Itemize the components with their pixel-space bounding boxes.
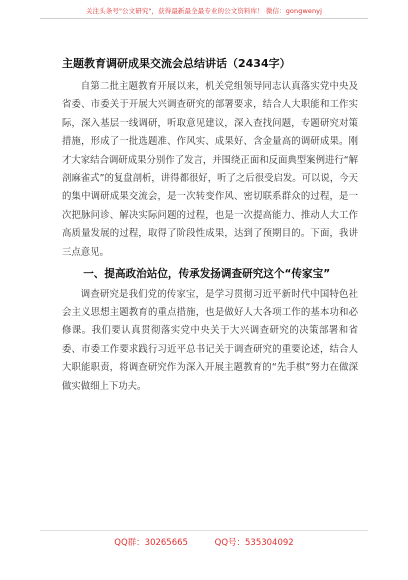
footer-qq-group: QQ群：30265665 [114,538,188,548]
section-heading: 一、提高政治站位，传承发扬调查研究这个“传家宝” [83,268,331,281]
section-paragraph: 调查研究是我们党的传家宝，是学习贯彻习近平新时代中国特色社会主义思想主题教育的重点措施，也是做好人大各项工作的基本功和必修课。我们要认真贯彻落实党中央关于大兴调查研究的决策部署和省委、市委工作要求践行习近平总书记关于调查研究的重要论述，结合人大职能职责，将调查研究作为深入开展主题教育的“先手棋”努力在做深做实做细上下功夫。 [62,288,358,392]
footer-contact [0,536,408,548]
intro-paragraph: 自第二批主题教育开展以来，机关党组领导同志认真落实党中央及省委、市委关于开展大兴调查研究的部署要求，结合人大职能和工作实际，深入基层一线调研，听取意见建议，深入查找问题，专题研究对策措施，形成了一批选题准、作风实、成果好、含金量高的调研成果。刚才大家结合调研成果分别作了发言，并围绕正面和反面典型案例进行“解剖麻雀式”的复盘剖析，讲得都很好，听了之后很受启发。可以说，今天的集中调研成果交流会，是一次转变作风、密切联系群众的过程，是一次把脉问诊、解决实际问题的过程，也是一次提高能力、推动人大工作高质量发展的过程，取得了阶段性成果，达到了预期目的。下面，我讲三点意见。 [62,81,358,258]
document-title: 主题教育调研成果交流会总结讲话（2434字） [62,57,291,70]
document-body [62,56,358,396]
header-banner: 关注头条号"公文研究"，获得最新最全最专业的公文资料库！ 微信：gongwenyj [85,7,323,15]
footer-divider [40,530,368,531]
header-divider [40,18,368,19]
footer-qq-number: QQ号：535304092 [214,538,294,548]
